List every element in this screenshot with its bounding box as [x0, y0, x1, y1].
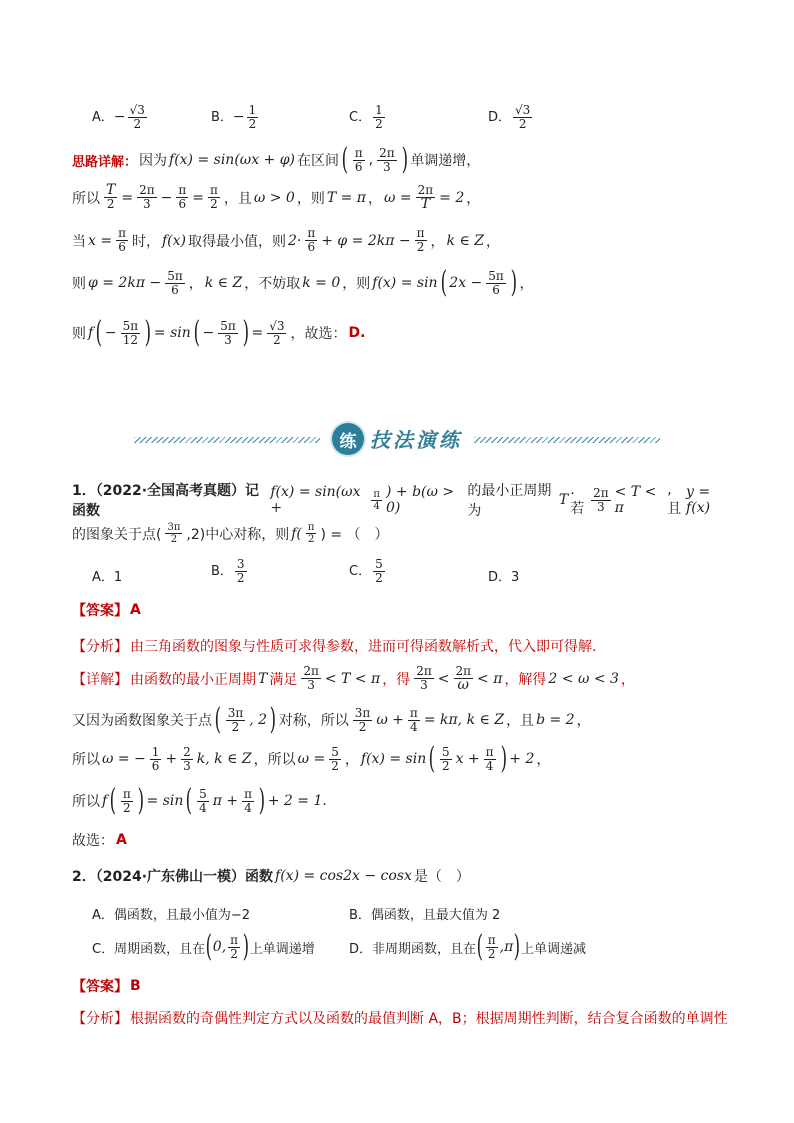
q0-option-c: C． $\frac{1}{2}$ [349, 103, 383, 131]
q1-detail-line-1: 【详解】 由函数的最小正周期 T 满足 $\frac{2\pi}{3}$ < T < π ，得 $\frac{2\pi}{3}$ < $\frac{2\pi}{\omega}$ < π ，解得 2 < ω < 3 ， [72, 664, 635, 693]
q0-option-d: D． $\frac{√3}{2}$ [488, 103, 531, 131]
q2-option-c: C．周期函数，且在 ( 0, $\frac{\pi}{2}$ ) 上单调递增 [92, 929, 315, 964]
q2-option-d: D．非周期函数，且在 ( $\frac{\pi}{2}$ ,π ) 上单调递减 [349, 929, 587, 964]
q1-detail-line-4: 所以 f ( $\frac{\pi}{2}$ ) = sin ( $\frac{5}{4}$ π + $\frac{\pi}{4}$ ) + 2 = 1. [72, 783, 327, 818]
banner-right-rule [474, 437, 660, 443]
q2-analysis: 【分析】 根据函数的奇偶性判定方式以及函数的最值判断 A，B；根据周期性判断，结合复合函数的单调性 [72, 1011, 728, 1027]
section-title: 技法演练 [370, 428, 462, 452]
q1-detail-line-2: 又因为函数图象关于点 ( $\frac{3\pi}{2}$ , 2 ) 对称，所以 $\frac{3\pi}{2}$ ω + $\frac{\pi}{4}$ = kπ, k ∈ Z ，且 b = 2 ， [72, 702, 591, 737]
q1-option-d: D．3 [488, 570, 520, 585]
q0-option-a: A．− $\frac{√3}{2}$ [92, 103, 145, 131]
q1-option-b: B． $\frac{3}{2}$ [211, 557, 245, 585]
q1-choice: 故选： A [72, 832, 127, 849]
q0-analysis-line-4: 则 φ = 2kπ − $\frac{5\pi}{6}$ ， k ∈ Z ，不妨取 k = 0 ，则 f(x) = sin ( 2x − $\frac{5\pi}{6}$ ) ， [72, 265, 534, 300]
q0-analysis-line-2: 所以 $\frac{T}{2}$ = $\frac{2\pi}{3}$ − $\frac{\pi}{6}$ = $\frac{\pi}{2}$ ，且 ω > 0 ，则 T = π ， ω = $\frac{2\pi}{T}$ = 2 ， [72, 182, 481, 212]
q0-analysis-line-1: 思路详解： 因为 f(x) = sin(ωx + φ) 在区间 ( $\frac{\pi}{6}$ , $\frac{2\pi}{3}$ ) 单调递增， [72, 142, 481, 177]
practice-badge-icon: 练 [332, 423, 364, 455]
q1-detail-line-3: 所以 ω = − $\frac{1}{6}$ + $\frac{2}{3}$ k, k ∈ Z ，所以 ω = $\frac{5}{2}$ ， f(x) = sin ( $\frac{5}{2}$ x + $\frac{\pi}{4}$ ) + 2 ， [72, 741, 551, 776]
q0-option-b: B．− $\frac{1}{2}$ [211, 103, 257, 131]
q2-option-a: A．偶函数，且最小值为−2 [92, 908, 251, 923]
q2-option-b: B．偶函数，且最大值为 2 [349, 908, 501, 923]
q1-stem-line-2: 的图象关于点( $\frac{3\pi}{2}$ ,2)中心对称，则 f( $\frac{\pi}{2}$ ) = （ ） [72, 522, 389, 545]
q1-stem-line-1: 1．（2022·全国高考真题）记函数 f(x) = sin(ωx + $\frac{\pi}{4}$ ) + b(ω > 0) 的最小正周期为 T .若 $\frac{2\pi}{3}$ < T < π ,且 y = f(x) [72, 482, 711, 519]
q2-answer: 【答案】 B [72, 978, 141, 995]
q0-analysis-line-3: 当 x = $\frac{\pi}{6}$ 时， f(x) 取得最小值，则 2· $\frac{\pi}{6}$ + φ = 2kπ − $\frac{\pi}{2}$ ， k ∈ Z ， [72, 226, 500, 254]
q0-analysis-line-5: 则 f ( − $\frac{5\pi}{12}$ ) = sin ( − $\frac{5\pi}{3}$ ) = $\frac{√3}{2}$ ，故选： D. [72, 315, 366, 350]
q1-analysis: 【分析】 由三角函数的图象与性质可求得参数，进而可得函数解析式，代入即可得解. [72, 639, 597, 655]
q1-option-a: A．1 [92, 570, 123, 585]
q1-option-c: C． $\frac{5}{2}$ [349, 557, 383, 585]
banner-left-rule [134, 437, 320, 443]
q1-answer: 【答案】 A [72, 602, 141, 619]
q2-stem: 2．（2024·广东佛山一模）函数 f(x) = cos2x − cosx 是（ ） [72, 868, 470, 885]
